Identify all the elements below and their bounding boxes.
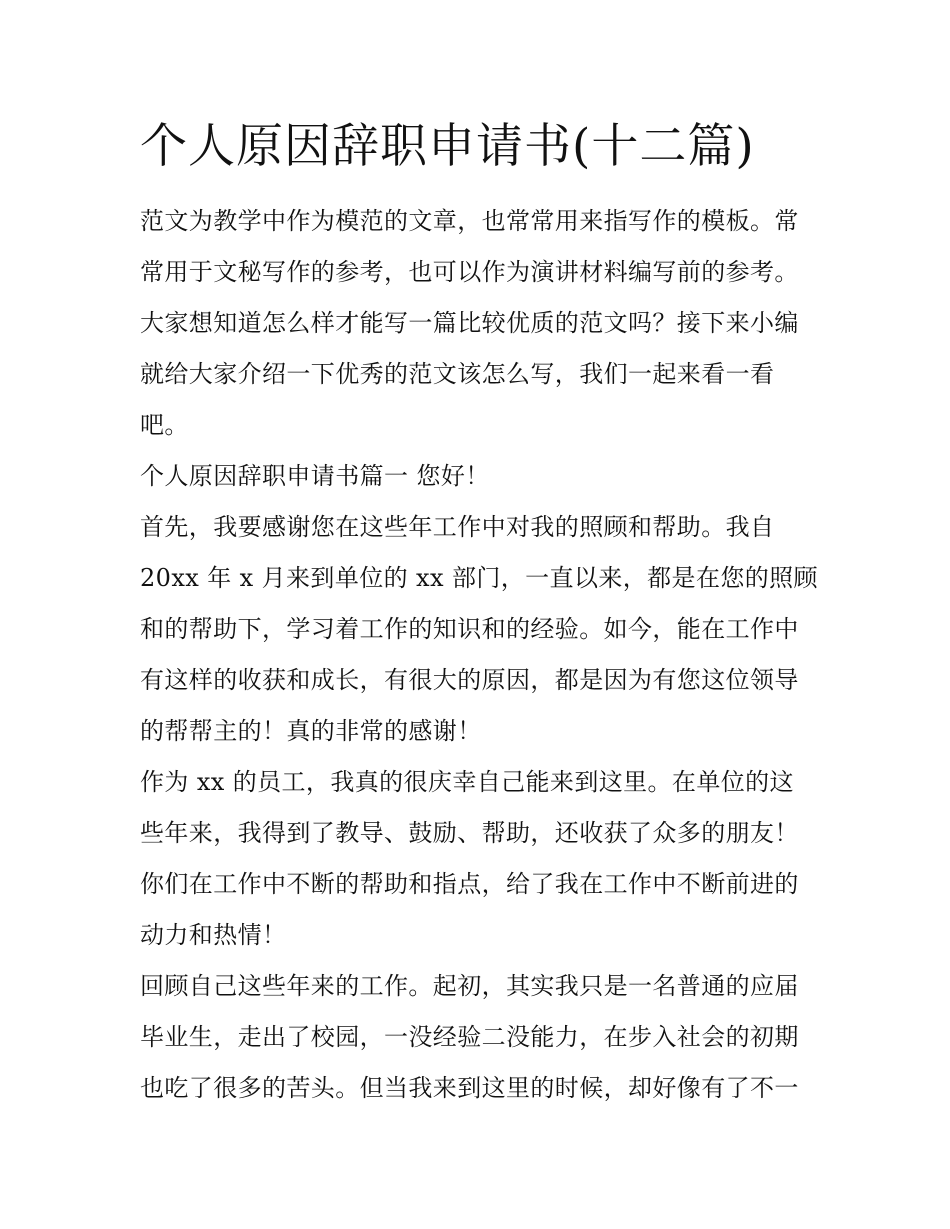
text-line: 毕业生，走出了校园，一没经验二没能力，在步入社会的初期 (140, 1023, 799, 1051)
text-line: 的帮帮主的！真的非常的感谢！ (140, 717, 482, 745)
text-line: 范文为教学中作为模范的文章，也常常用来指写作的模板。常 (140, 207, 799, 235)
text-line: 动力和热情！ (140, 921, 287, 949)
text-line: 首先，我要感谢您在这些年工作中对我的照顾和帮助。我自 (140, 513, 775, 541)
text-line: 常用于文秘写作的参考，也可以作为演讲材料编写前的参考。 (140, 258, 799, 286)
text-line: 些年来，我得到了教导、鼓励、帮助，还收获了众多的朋友！ (140, 819, 799, 847)
text-line: 吧。 (140, 411, 189, 439)
text-line: 大家想知道怎么样才能写一篇比较优质的范文吗？接下来小编 (140, 309, 799, 337)
text-line: 回顾自己这些年来的工作。起初，其实我只是一名普通的应届 (140, 972, 799, 1000)
text-line: 就给大家介绍一下优秀的范文该怎么写，我们一起来看一看 (140, 360, 775, 388)
text-line: 和的帮助下，学习着工作的知识和的经验。如今，能在工作中 (140, 615, 799, 643)
document-body (140, 196, 820, 1114)
text-line: 你们在工作中不断的帮助和指点，给了我在工作中不断前进的 (140, 870, 799, 898)
text-line: 有这样的收获和成长，有很大的原因，都是因为有您这位领导 (140, 666, 799, 694)
text-line: 作为 xx 的员工，我真的很庆幸自己能来到这里。在单位的这 (140, 768, 794, 796)
page-title: 个人原因辞职申请书(十二篇) (140, 119, 755, 174)
section-heading: 个人原因辞职申请书篇一 您好！ (140, 462, 490, 490)
text-line: 20xx 年 x 月来到单位的 xx 部门，一直以来，都是在您的照顾 (140, 564, 818, 592)
text-line: 也吃了很多的苦头。但当我来到这里的时候，却好像有了不一 (140, 1074, 799, 1102)
